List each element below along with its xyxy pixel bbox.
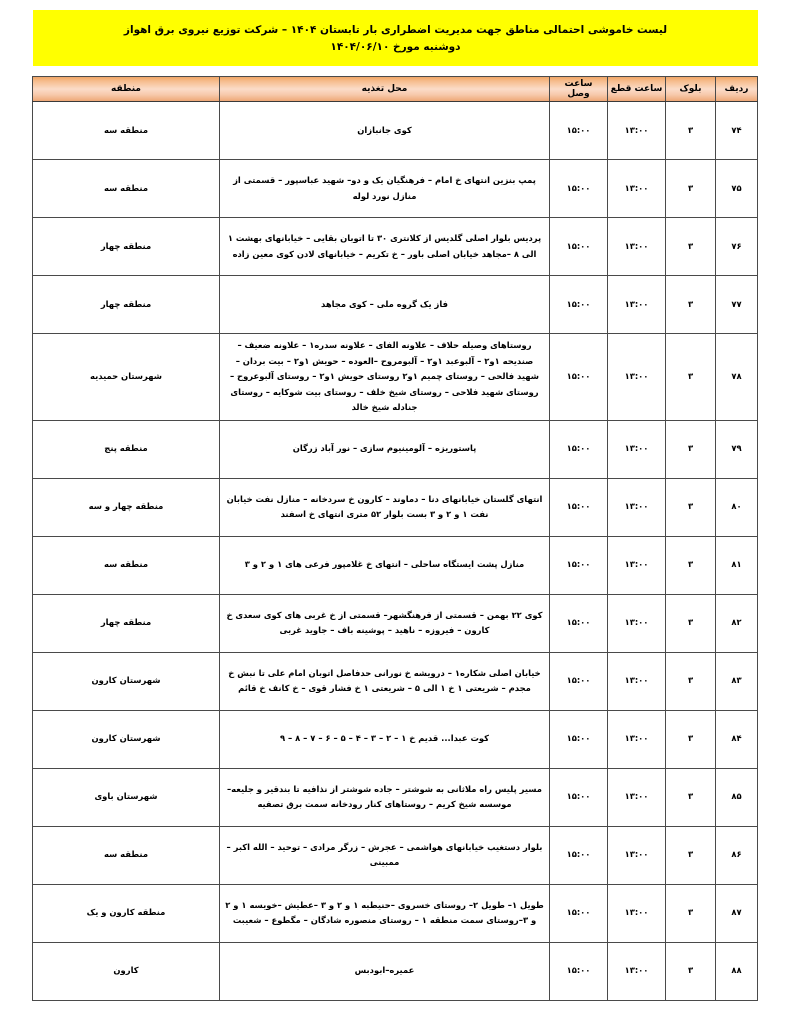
cell-outage-start-time: ۱۳:۰۰ xyxy=(608,884,666,942)
cell-outage-start-time: ۱۳:۰۰ xyxy=(608,942,666,1000)
cell-block: ۳ xyxy=(666,826,716,884)
table-row xyxy=(33,652,758,710)
cell-outage-end-time: ۱۵:۰۰ xyxy=(550,536,608,594)
cell-region: منطقه چهار و سه xyxy=(33,478,220,536)
cell-row-number: ۸۵ xyxy=(716,768,758,826)
table-row xyxy=(33,102,758,160)
cell-outage-end-time: ۱۵:۰۰ xyxy=(550,884,608,942)
cell-feed-location: انتهای گلستان خیابانهای دنا – دماوند – کارون خ سردخانه – منازل نفت خیابان نفت ۱ و ۲ و ۳ بست بلوار ۵۲ متری انتهای خ اسفند xyxy=(220,478,550,536)
column-header-feed: محل تغذیه xyxy=(220,77,550,102)
column-header-region: منطقه xyxy=(33,77,220,102)
column-header-off: ساعت قطع xyxy=(608,77,666,102)
cell-row-number: ۷۹ xyxy=(716,420,758,478)
cell-row-number: ۸۷ xyxy=(716,884,758,942)
cell-block: ۳ xyxy=(666,218,716,276)
cell-block: ۳ xyxy=(666,420,716,478)
cell-feed-location: پمپ بنزین انتهای خ امام – فرهنگیان یک و دو– شهید عباسپور – قسمتی از منازل نورد لوله xyxy=(220,160,550,218)
table-row xyxy=(33,218,758,276)
cell-outage-start-time: ۱۳:۰۰ xyxy=(608,102,666,160)
cell-outage-end-time: ۱۵:۰۰ xyxy=(550,710,608,768)
cell-region: منطقه چهار xyxy=(33,276,220,334)
cell-block: ۳ xyxy=(666,478,716,536)
cell-outage-start-time: ۱۳:۰۰ xyxy=(608,826,666,884)
cell-outage-start-time: ۱۳:۰۰ xyxy=(608,478,666,536)
cell-region: منطقه سه xyxy=(33,826,220,884)
column-header-block: بلوک xyxy=(666,77,716,102)
cell-outage-end-time: ۱۵:۰۰ xyxy=(550,334,608,421)
cell-outage-start-time: ۱۳:۰۰ xyxy=(608,420,666,478)
table-body xyxy=(33,102,758,1001)
cell-region: کارون xyxy=(33,942,220,1000)
cell-feed-location: روستاهای وصیله حلاف – علاونه الفای – علاونه سدره۱ – علاونه ضعیف – صندیحه ۱و۲ – آلبوعبد ۱و۲ – آلبومروح –العوده – حویش ۱و۲ – بیت بردان – شهید فالحی – روستای چمیم ۱و۲ روستای حویش ۱و۲ – روستای آلبوعروح – روستای شهید فلاحی – روستای شیخ خلف – روستای بیت شوکایه – روستای جنادله شیخ خالد xyxy=(220,334,550,421)
cell-outage-end-time: ۱۵:۰۰ xyxy=(550,276,608,334)
table-row xyxy=(33,420,758,478)
cell-outage-start-time: ۱۳:۰۰ xyxy=(608,594,666,652)
table-row xyxy=(33,942,758,1000)
cell-outage-start-time: ۱۳:۰۰ xyxy=(608,536,666,594)
cell-row-number: ۸۴ xyxy=(716,710,758,768)
cell-region: منطقه سه xyxy=(33,536,220,594)
cell-region: منطقه پنج xyxy=(33,420,220,478)
cell-outage-start-time: ۱۳:۰۰ xyxy=(608,652,666,710)
cell-block: ۳ xyxy=(666,594,716,652)
cell-outage-end-time: ۱۵:۰۰ xyxy=(550,478,608,536)
cell-feed-location: منازل پشت ایستگاه ساحلی – انتهای خ غلامپور فرعی های ۱ و ۲ و ۳ xyxy=(220,536,550,594)
cell-outage-start-time: ۱۳:۰۰ xyxy=(608,276,666,334)
cell-outage-end-time: ۱۵:۰۰ xyxy=(550,420,608,478)
cell-feed-location: بلوار دستغیب خیابانهای هواشمی – عجرش – زرگر مرادی – توحید – الله اکبر – ممبینی xyxy=(220,826,550,884)
cell-row-number: ۸۶ xyxy=(716,826,758,884)
page-title: لیست خاموشی احتمالی مناطق جهت مدیریت اضطراری بار تابستان ۱۴۰۴ – شرکت توزیع نیروی برق اهواز xyxy=(123,23,668,36)
cell-feed-location: فاز یک گروه ملی – کوی مجاهد xyxy=(220,276,550,334)
table-row xyxy=(33,884,758,942)
cell-region: منطقه سه xyxy=(33,102,220,160)
cell-outage-start-time: ۱۳:۰۰ xyxy=(608,218,666,276)
cell-row-number: ۷۴ xyxy=(716,102,758,160)
table-header xyxy=(33,77,758,102)
cell-feed-location: کوی ۲۲ بهمن – قسمتی از فرهنگشهر– قسمتی از خ غربی های کوی سعدی خ کارون – فیروزه – ناهید – پوشینه باف – جاوید غربی xyxy=(220,594,550,652)
column-header-row: ردیف xyxy=(716,77,758,102)
cell-feed-location: کوی جانبازان xyxy=(220,102,550,160)
cell-region: منطقه سه xyxy=(33,160,220,218)
table-row xyxy=(33,710,758,768)
cell-block: ۳ xyxy=(666,652,716,710)
cell-feed-location: پردیس بلوار اصلی گلدیس از کلانتری ۳۰ تا اتوبان بقایی – خیابانهای بهشت ۱ الی ۸ –مجاهد خیابان اصلی باور – خ تکریم – خیابانهای لادن کوی معین زاده xyxy=(220,218,550,276)
cell-outage-start-time: ۱۳:۰۰ xyxy=(608,160,666,218)
table-row xyxy=(33,826,758,884)
cell-region: شهرستان کارون xyxy=(33,652,220,710)
cell-feed-location: کوت عبدا... قدیم خ ۱ – ۲ – ۳ – ۴ – ۵ – ۶ – ۷ – ۸ – ۹ xyxy=(220,710,550,768)
title-banner xyxy=(33,10,758,66)
outage-table xyxy=(32,76,758,1001)
table-row xyxy=(33,276,758,334)
cell-block: ۳ xyxy=(666,276,716,334)
cell-block: ۳ xyxy=(666,160,716,218)
cell-block: ۳ xyxy=(666,536,716,594)
cell-row-number: ۸۸ xyxy=(716,942,758,1000)
cell-outage-end-time: ۱۵:۰۰ xyxy=(550,768,608,826)
column-header-on: ساعت وصل xyxy=(550,77,608,102)
cell-region: منطقه چهار xyxy=(33,594,220,652)
cell-outage-end-time: ۱۵:۰۰ xyxy=(550,652,608,710)
cell-feed-location: طویل ۱– طویل ۲– روستای خسروی –حنیطبه ۱ و ۲ و ۳ –عطیش –خویسه ۱ و ۲ و ۳–روستای سمت منطقه ۱ – روستای منصوره شادگان – مگطوع – شعیبت xyxy=(220,884,550,942)
cell-row-number: ۸۱ xyxy=(716,536,758,594)
cell-block: ۳ xyxy=(666,768,716,826)
cell-block: ۳ xyxy=(666,710,716,768)
cell-outage-end-time: ۱۵:۰۰ xyxy=(550,826,608,884)
cell-row-number: ۷۷ xyxy=(716,276,758,334)
cell-region: شهرستان باوی xyxy=(33,768,220,826)
cell-feed-location: مسیر پلیس راه ملاثانی به شوشتر – جاده شوشتر از نذافیه تا بندقیر و جلیعه– موسسه شیخ کریم – روستاهای کنار رودخانه سمت برق تصفیه xyxy=(220,768,550,826)
table-row xyxy=(33,160,758,218)
cell-outage-end-time: ۱۵:۰۰ xyxy=(550,218,608,276)
cell-outage-start-time: ۱۳:۰۰ xyxy=(608,334,666,421)
cell-outage-start-time: ۱۳:۰۰ xyxy=(608,768,666,826)
cell-outage-end-time: ۱۵:۰۰ xyxy=(550,160,608,218)
cell-feed-location: خیابان اصلی شکاره۱ – درویشه خ نورانی حدفاصل اتوبان امام علی تا نبش خ مجدم – شریعتی ۱ خ ۱ الی ۵ – شریعتی ۱ خ فشار قوی – خ کانف خ قائم xyxy=(220,652,550,710)
table-row xyxy=(33,594,758,652)
table-row xyxy=(33,334,758,421)
cell-feed-location: پاستوریزه – آلومینیوم سازی – نور آباد زرگان xyxy=(220,420,550,478)
cell-row-number: ۸۲ xyxy=(716,594,758,652)
table-row xyxy=(33,768,758,826)
cell-row-number: ۷۵ xyxy=(716,160,758,218)
cell-outage-start-time: ۱۳:۰۰ xyxy=(608,710,666,768)
cell-block: ۳ xyxy=(666,334,716,421)
cell-outage-end-time: ۱۵:۰۰ xyxy=(550,102,608,160)
cell-outage-end-time: ۱۵:۰۰ xyxy=(550,594,608,652)
cell-feed-location: عمیره–ابودبس xyxy=(220,942,550,1000)
table-row xyxy=(33,478,758,536)
table-header-row xyxy=(33,77,758,102)
cell-row-number: ۷۸ xyxy=(716,334,758,421)
cell-block: ۳ xyxy=(666,884,716,942)
cell-region: منطقه چهار xyxy=(33,218,220,276)
cell-row-number: ۸۰ xyxy=(716,478,758,536)
cell-region: منطقه کارون و یک xyxy=(33,884,220,942)
cell-region: شهرستان کارون xyxy=(33,710,220,768)
cell-block: ۳ xyxy=(666,102,716,160)
cell-region: شهرستان حمیدیه xyxy=(33,334,220,421)
cell-row-number: ۸۳ xyxy=(716,652,758,710)
table-row xyxy=(33,536,758,594)
cell-row-number: ۷۶ xyxy=(716,218,758,276)
cell-outage-end-time: ۱۵:۰۰ xyxy=(550,942,608,1000)
cell-block: ۳ xyxy=(666,942,716,1000)
page-subtitle-date: دوشنبه مورخ ۱۴۰۴/۰۶/۱۰ xyxy=(330,40,461,53)
